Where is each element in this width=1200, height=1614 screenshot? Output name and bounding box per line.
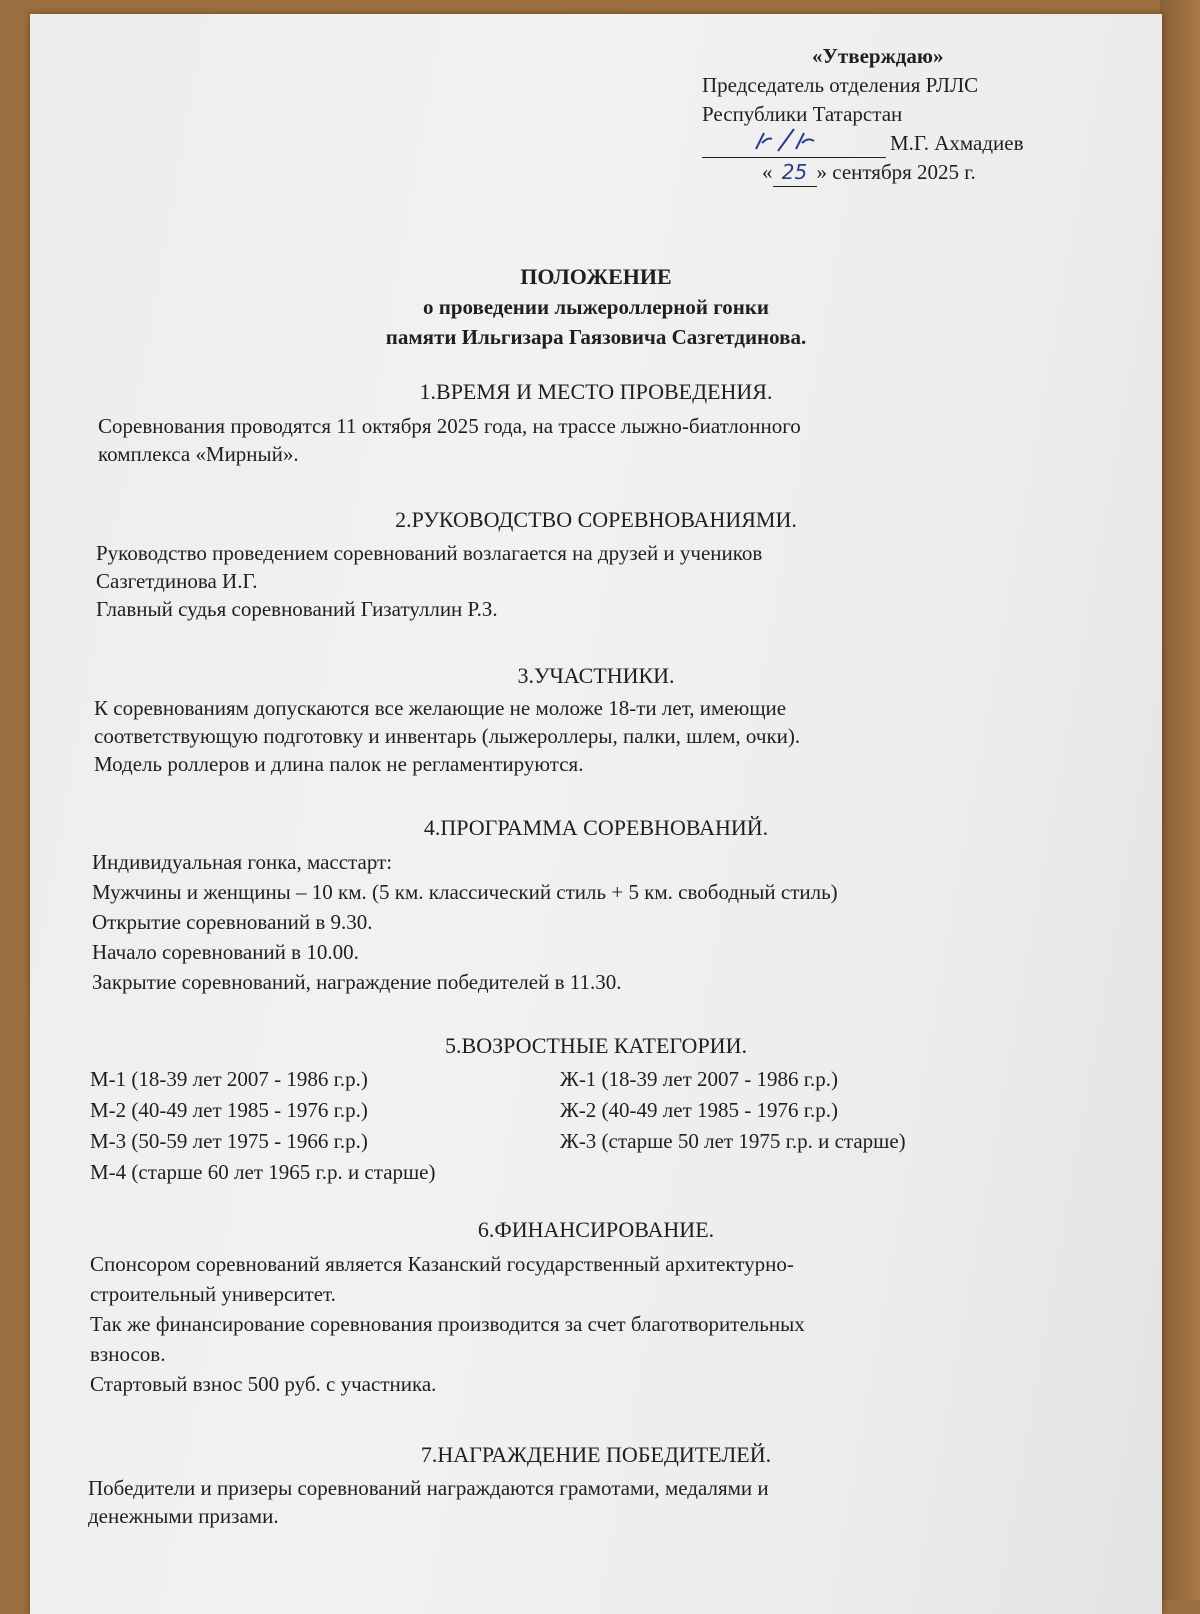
section-2-line1: Руководство проведением соревнований возлагается на друзей и учеников xyxy=(96,541,763,565)
title-line3: памяти Ильгизара Гаязовича Сазгетдинова. xyxy=(385,325,807,349)
section-3-heading: 3.УЧАСТНИКИ. xyxy=(517,663,675,688)
category-w3: Ж-3 (старше 50 лет 1975 г.р. и старше) xyxy=(560,1129,906,1153)
section-4-line3: Открытие соревнований в 9.30. xyxy=(92,910,373,934)
category-m3: М-3 (50-59 лет 1975 - 1966 г.р.) xyxy=(90,1129,368,1153)
date-month-year: » сентября 2025 г. xyxy=(816,160,976,184)
category-m4: М-4 (старше 60 лет 1965 г.р. и старше) xyxy=(90,1160,436,1184)
signer-name: М.Г. Ахмадиев xyxy=(890,131,1024,155)
section-5-heading: 5.ВОЗРОСТНЫЕ КАТЕГОРИИ. xyxy=(445,1033,747,1058)
document-title xyxy=(30,262,1162,352)
approval-date xyxy=(702,158,1142,187)
section-4-line2: Мужчины и женщины – 10 км. (5 км. классический стиль + 5 км. свободный стиль) xyxy=(92,880,838,904)
section-3-line1: К соревнованиям допускаются все желающие не моложе 18-ти лет, имеющие xyxy=(94,696,787,720)
approver-position-line2: Республики Татарстан xyxy=(702,102,903,126)
title-main: ПОЛОЖЕНИЕ xyxy=(520,264,672,289)
category-w2: Ж-2 (40-49 лет 1985 - 1976 г.р.) xyxy=(560,1098,839,1122)
women-categories xyxy=(560,1064,906,1157)
section-2-line2: Сазгетдинова И.Г. xyxy=(96,569,258,593)
section-4-line1: Индивидуальная гонка, масстарт: xyxy=(92,850,393,874)
table-surface xyxy=(1160,0,1200,1600)
section-7-line1: Победители и призеры соревнований награждаются грамотами, медалями и xyxy=(88,1476,769,1500)
category-m2: М-2 (40-49 лет 1985 - 1976 г.р.) xyxy=(90,1098,368,1122)
signature-field xyxy=(702,133,886,158)
section-7-heading: 7.НАГРАЖДЕНИЕ ПОБЕДИТЕЛЕЙ. xyxy=(420,1442,772,1467)
section-6-heading: 6.ФИНАНСИРОВАНИЕ. xyxy=(477,1217,715,1242)
section-1-body xyxy=(98,412,801,468)
title-line2: о проведении лыжероллерной гонки xyxy=(422,295,770,319)
section-3-line3: Модель роллеров и длина палок не регламентируются. xyxy=(94,752,584,776)
section-6-line4: взносов. xyxy=(90,1342,166,1366)
section-2-body xyxy=(96,539,762,623)
section-4-line4: Начало соревнований в 10.00. xyxy=(92,940,359,964)
approver-position-line1: Председатель отделения РЛЛС xyxy=(702,73,979,97)
section-6-body xyxy=(90,1249,805,1399)
handwritten-signature-icon xyxy=(752,127,832,157)
date-open-quote: « xyxy=(762,160,773,184)
signature-line xyxy=(702,129,1142,158)
section-4-body xyxy=(92,847,838,997)
section-3-body xyxy=(94,694,800,778)
section-6-line5: Стартовый взнос 500 руб. с участника. xyxy=(90,1372,437,1396)
section-4-line5: Закрытие соревнований, награждение победителей в 11.30. xyxy=(92,970,622,994)
date-day-handwritten: 25 xyxy=(781,160,808,184)
section-2-heading: 2.РУКОВОДСТВО СОРЕВНОВАНИЯМИ. xyxy=(395,507,797,532)
section-6-line3: Так же финансирование соревнования производится за счет благотворительных xyxy=(90,1312,805,1336)
category-m1: М-1 (18-39 лет 2007 - 1986 г.р.) xyxy=(90,1067,368,1091)
section-1-heading: 1.ВРЕМЯ И МЕСТО ПРОВЕДЕНИЯ. xyxy=(419,379,773,404)
section-6-line2: строительный университет. xyxy=(90,1282,336,1306)
section-4-heading: 4.ПРОГРАММА СОРЕВНОВАНИЙ. xyxy=(423,815,769,840)
section-7-line2: денежными призами. xyxy=(88,1504,279,1528)
date-day-field xyxy=(773,162,817,187)
men-categories xyxy=(90,1064,436,1188)
approval-heading: «Утверждаю» xyxy=(812,44,944,68)
section-1-line2: комплекса «Мирный». xyxy=(98,442,299,466)
section-3-line2: соответствующую подготовку и инвентарь (лыжероллеры, палки, шлем, очки). xyxy=(94,724,801,748)
section-2-line3: Главный судья соревнований Гизатуллин Р.З. xyxy=(96,597,498,621)
section-7-body xyxy=(88,1474,769,1530)
section-1-line1: Соревнования проводятся 11 октября 2025 года, на трассе лыжно-биатлонного xyxy=(98,414,801,438)
document-page xyxy=(30,14,1162,1614)
category-w1: Ж-1 (18-39 лет 2007 - 1986 г.р.) xyxy=(560,1067,839,1091)
section-6-line1: Спонсором соревнований является Казанский государственный архитектурно- xyxy=(90,1252,794,1276)
approval-block xyxy=(702,42,1142,187)
